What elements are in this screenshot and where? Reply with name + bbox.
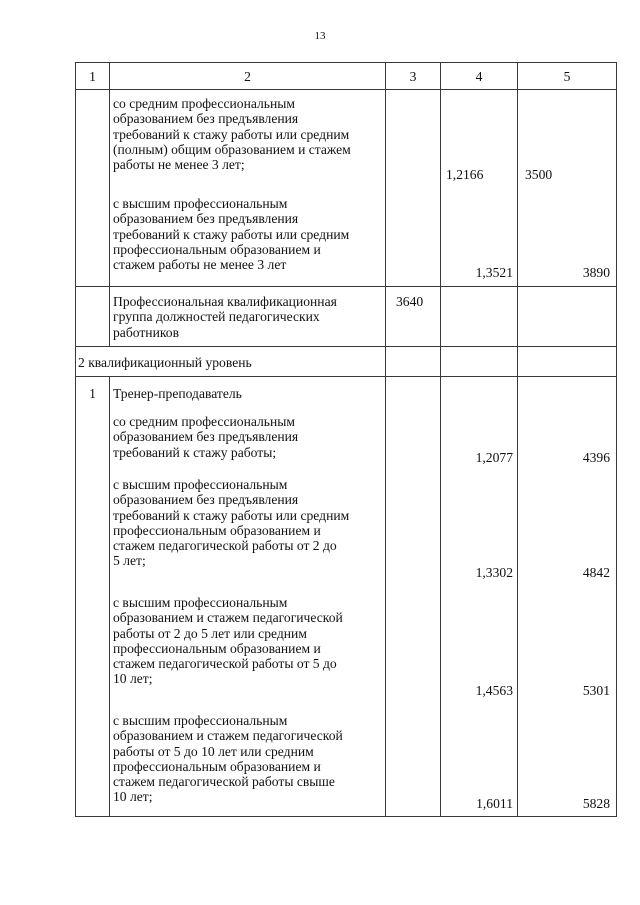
row1-item-b-salary: 3890: [582, 265, 610, 280]
row3-level-heading: 2 квалификационный уровень: [78, 355, 252, 370]
table-col-divider: [109, 62, 110, 347]
row2-group-text: Профессиональная квалификационная группа должностей педагогических работников: [113, 294, 337, 340]
row4-item-1-salary: 4396: [582, 450, 610, 465]
row1-item-b-text: с высшим профессиональным образованием без предъявления требований к стажу работы или средним профессиональным образованием и стажем работы не менее 3 лет: [113, 196, 350, 273]
row4-item-4-text: с высшим профессиональным образованием и стажем педагогической работы от 5 до 10 лет или средним профессиональным образованием и стажем педагогической работы свыше 10 лет;: [113, 713, 343, 805]
row4-item-2-salary: 4842: [582, 565, 610, 580]
header-col-2: 2: [244, 69, 251, 84]
row1-item-a-coef: 1,2166: [446, 167, 484, 182]
table-border-left: [75, 62, 76, 817]
table-rule: [75, 89, 617, 90]
row4-item-4-salary: 5828: [582, 796, 610, 811]
table-col-divider: [517, 62, 518, 817]
table-border-bottom: [75, 816, 617, 817]
table-col-divider: [440, 62, 441, 817]
table-rule: [75, 346, 617, 347]
row4-item-1-text: со средним профессиональным образованием без предъявления требований к стажу работы;: [113, 414, 299, 460]
row1-item-a-text: со средним профессиональным образованием без предъявления требований к стажу работы или средним (полным) общим образованием и стажем работы не менее 3 лет;: [113, 96, 351, 173]
row4-item-2-text: с высшим профессиональным образованием без предъявления требований к стажу работы или средним профессиональным образованием и стажем педагогической работы от 2 до 5 лет;: [113, 477, 350, 569]
row1-item-b-coef: 1,3521: [475, 265, 513, 280]
row4-item-2-coef: 1,3302: [475, 565, 513, 580]
row4-title: Тренер-преподаватель: [113, 386, 242, 401]
table-rule: [75, 376, 617, 377]
row2-base-salary: 3640: [396, 294, 424, 309]
row4-item-3-salary: 5301: [582, 683, 610, 698]
table-col-divider: [109, 376, 110, 817]
row1-item-a-salary: 3500: [525, 167, 553, 182]
page-number: 13: [314, 30, 326, 42]
header-col-5: 5: [563, 69, 571, 84]
header-col-3: 3: [409, 69, 417, 84]
table-border-top: [75, 62, 617, 63]
row4-item-3-coef: 1,4563: [475, 683, 513, 698]
row4-item-3-text: с высшим профессиональным образованием и стажем педагогической работы от 2 до 5 лет или средним профессиональным образованием и стажем педагогической работы от 5 до 10 лет;: [113, 595, 343, 687]
row4-item-4-coef: 1,6011: [476, 796, 513, 811]
row4-item-1-coef: 1,2077: [475, 450, 513, 465]
table-col-divider: [385, 62, 386, 817]
header-col-1: 1: [89, 69, 96, 84]
table-border-right: [616, 62, 617, 817]
header-col-4: 4: [475, 69, 483, 84]
row4-number: 1: [89, 386, 96, 401]
table-rule: [75, 286, 617, 287]
